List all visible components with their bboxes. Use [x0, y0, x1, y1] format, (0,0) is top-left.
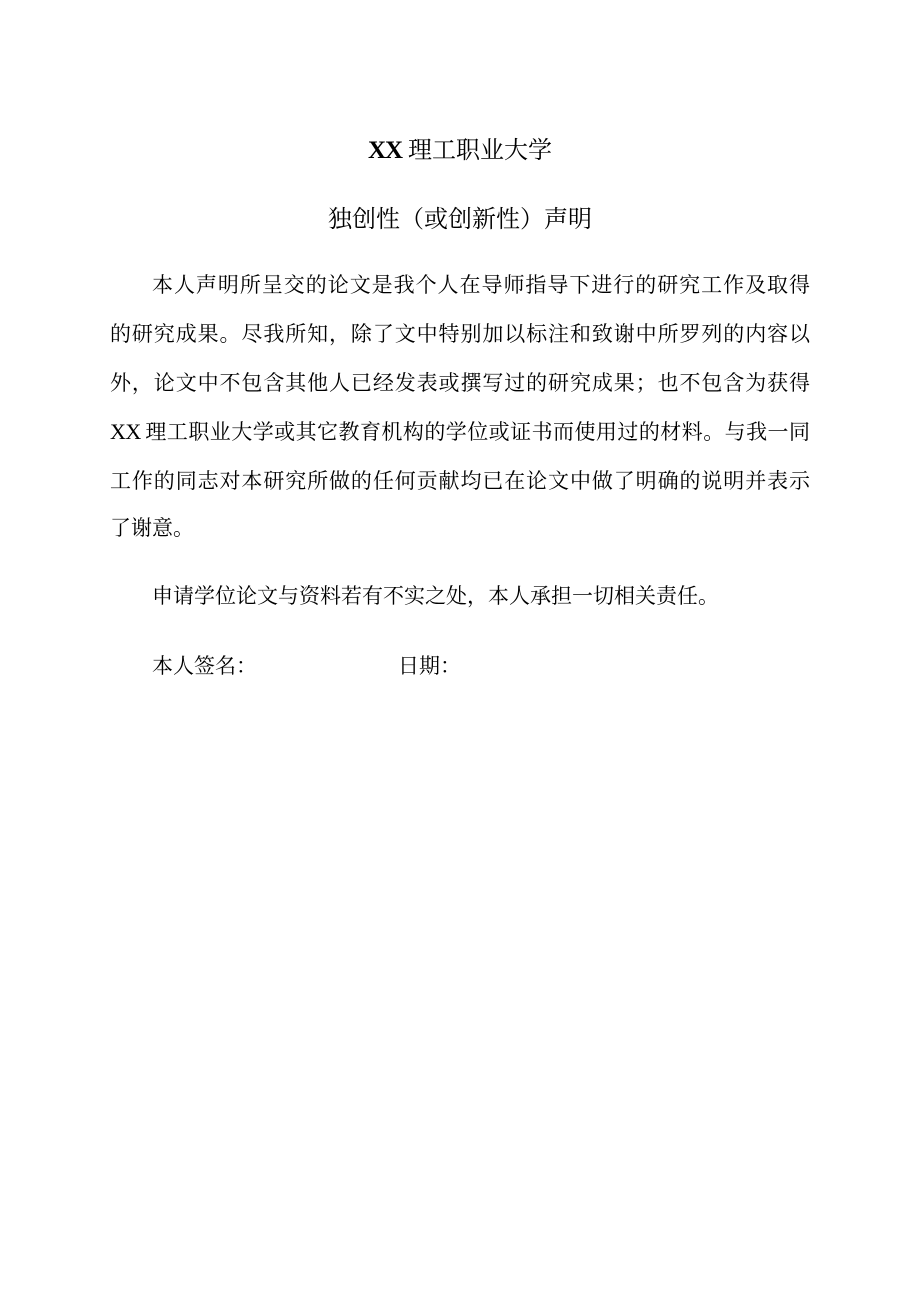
university-name: 理工职业大学: [408, 136, 553, 164]
signature-row: [152, 650, 652, 682]
statement-line-1: 本人声明所呈交的论文是我个人在导师指导下进行的研究工作及取得: [152, 273, 810, 297]
statement-line-6: 了谢意。: [110, 516, 194, 540]
declaration-title: 独创性（或创新性）声明: [328, 205, 592, 233]
statement-line-3: 外，论文中不包含其他人已经发表或撰写过的研究成果；也不包含为获得: [110, 371, 810, 395]
statement-line-4: XX 理工职业大学或其它教育机构的学位或证书而使用过的材料。与我一同: [110, 419, 810, 444]
university-prefix: XX: [367, 137, 403, 164]
statement-line-4-prefix: XX: [110, 419, 141, 444]
university-title: [0, 130, 920, 171]
signer-label: 本人签名：: [152, 654, 257, 678]
statement-line-5: 工作的同志对本研究所做的任何贡献均已在论文中做了明确的说明并表示: [110, 469, 810, 493]
date-label: 日期：: [398, 654, 461, 678]
statement-line-2: 的研究成果。尽我所知，除了文中特别加以标注和致谢中所罗列的内容以: [110, 322, 810, 346]
responsibility-statement: 申请学位论文与资料若有不实之处，本人承担一切相关责任。: [152, 584, 719, 608]
